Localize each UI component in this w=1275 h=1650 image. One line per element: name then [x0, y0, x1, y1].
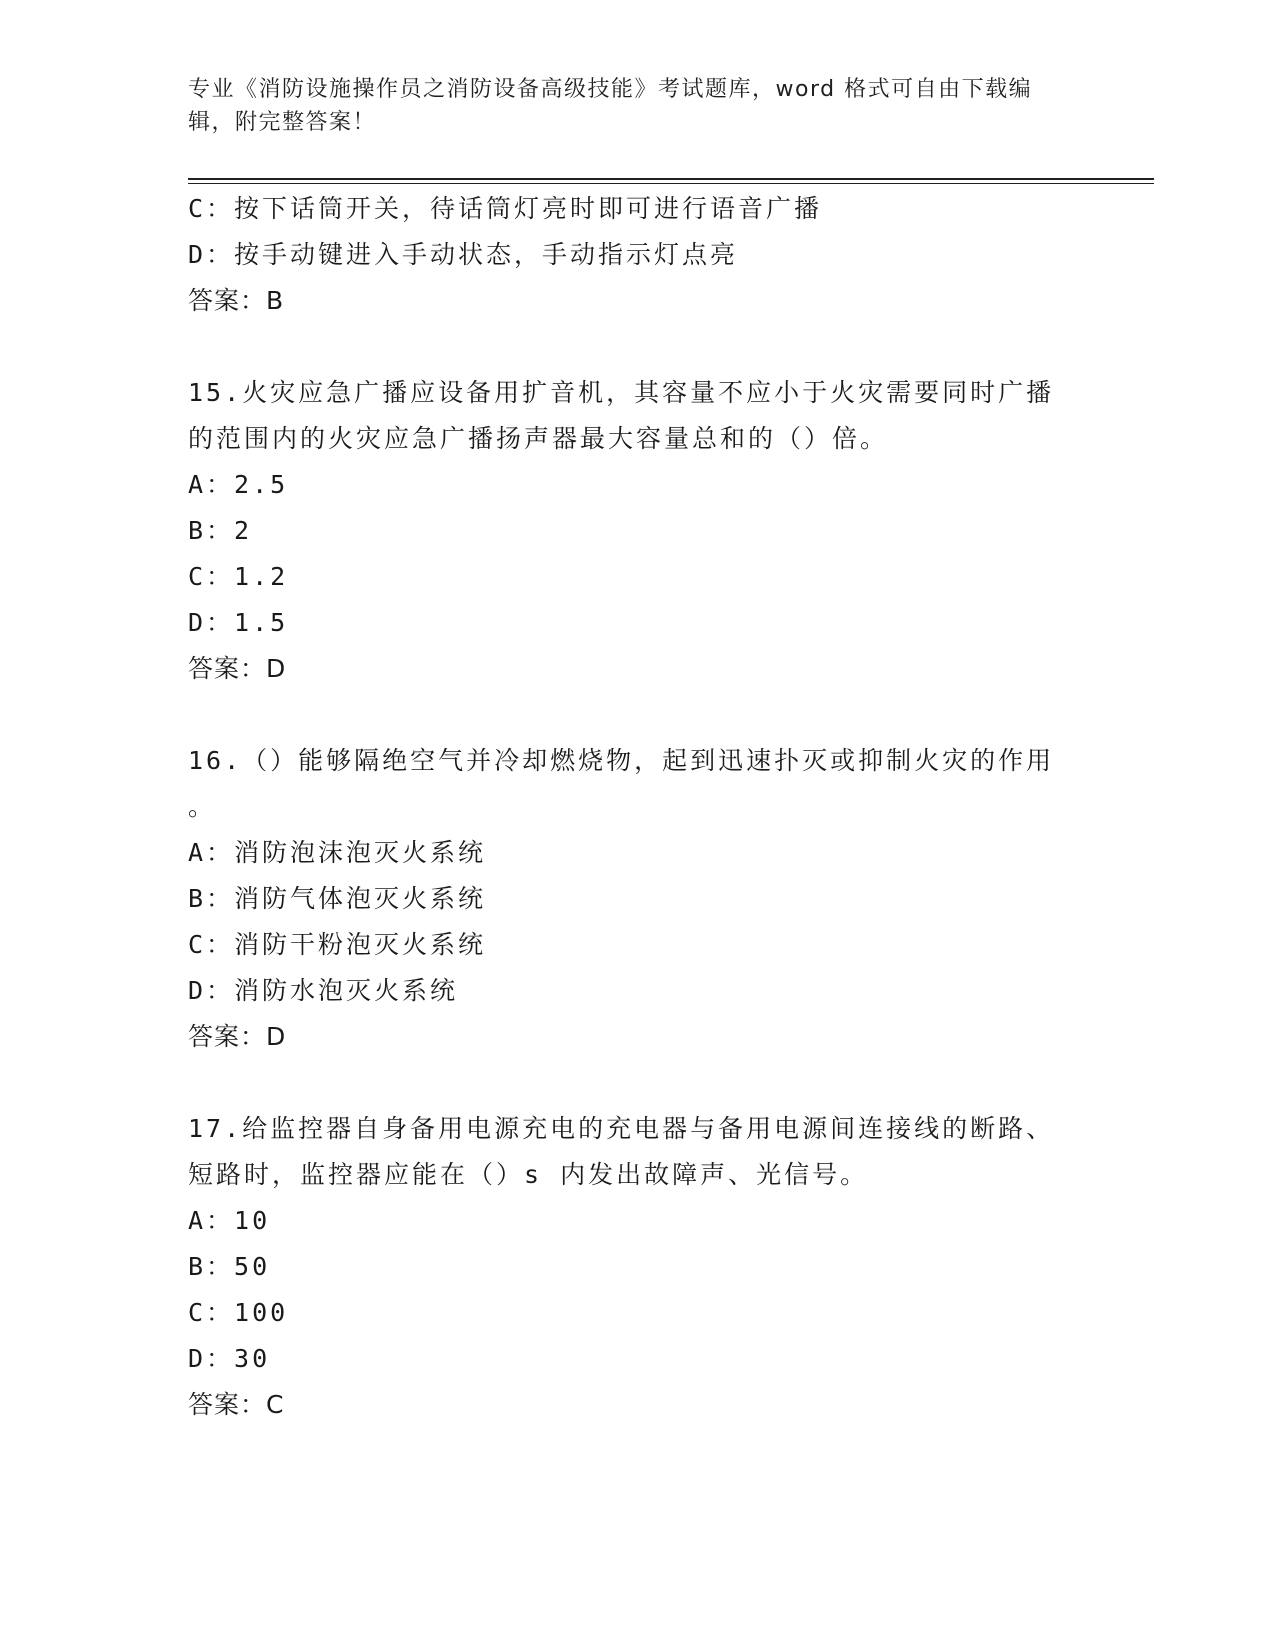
- answer-line: 答案：D: [188, 1022, 287, 1051]
- question-text-line: 16.（）能够隔绝空气并冷却燃烧物，起到迅速扑灭或抑制火灾的作用: [188, 746, 1055, 775]
- option-c: C：100: [188, 1298, 289, 1327]
- question-text-line: 17.给监控器自身备用电源充电的充电器与备用电源间连接线的断路、: [188, 1114, 1055, 1143]
- answer-line: 答案：D: [188, 654, 287, 683]
- option-b: B：2: [188, 516, 253, 545]
- question-15: [188, 370, 1088, 692]
- option-a: A：2.5: [188, 470, 289, 499]
- option-line: C：按下话筒开关，待话筒灯亮时即可进行语音广播: [188, 194, 823, 223]
- question-17: [188, 1106, 1088, 1428]
- question-16: [188, 738, 1088, 1060]
- question-text-line: 。: [188, 792, 217, 821]
- option-c: C：消防干粉泡灭火系统: [188, 930, 487, 959]
- question-text-line: 短路时，监控器应能在（）s 内发出故障声、光信号。: [188, 1160, 869, 1189]
- option-a: A：10: [188, 1206, 271, 1235]
- header-rule-thin: [188, 183, 1154, 184]
- header-rule-thick: [188, 178, 1154, 180]
- spacer: [188, 692, 1088, 738]
- option-b: B：消防气体泡灭火系统: [188, 884, 487, 913]
- document-body: [188, 186, 1088, 1428]
- answer-line: 答案：B: [188, 286, 285, 315]
- spacer: [188, 1060, 1088, 1106]
- option-b: B：50: [188, 1252, 271, 1281]
- option-c: C：1.2: [188, 562, 289, 591]
- option-a: A：消防泡沫泡灭火系统: [188, 838, 487, 867]
- document-header: 专业《消防设施操作员之消防设备高级技能》考试题库，word 格式可自由下载编辑，附完整答案！: [188, 77, 1033, 135]
- question-text-line: 15.火灾应急广播应设备用扩音机，其容量不应小于火灾需要同时广播: [188, 378, 1055, 407]
- option-d: D：消防水泡灭火系统: [188, 976, 459, 1005]
- question-14-continued: [188, 186, 1088, 324]
- answer-line: 答案：C: [188, 1390, 285, 1419]
- option-d: D：30: [188, 1344, 271, 1373]
- option-d: D：1.5: [188, 608, 289, 637]
- option-line: D：按手动键进入手动状态，手动指示灯点亮: [188, 240, 739, 269]
- question-text-line: 的范围内的火灾应急广播扬声器最大容量总和的（）倍。: [188, 424, 889, 453]
- spacer: [188, 324, 1088, 370]
